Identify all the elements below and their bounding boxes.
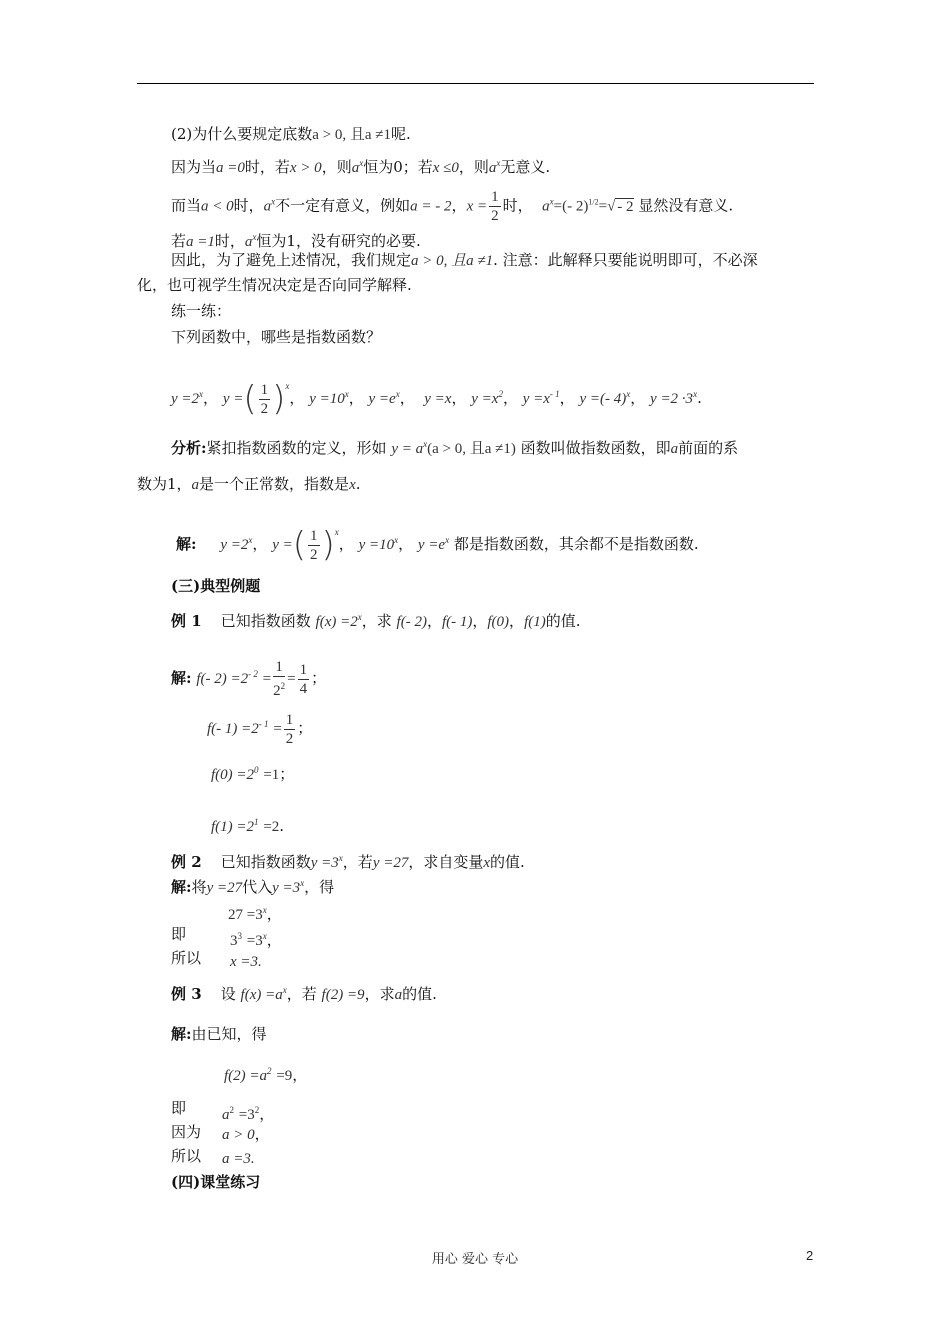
example-3-eq-2-label: 即 <box>171 1099 187 1117</box>
header-rule <box>137 83 814 84</box>
example-3-eq-3-label: 因为 <box>171 1123 202 1141</box>
example-2-eq-1: $27 =3^x$， <box>228 905 282 923</box>
example-3-eq-4-label: 所以 <box>171 1147 202 1165</box>
example-3-eq-4: a =3. <box>222 1151 255 1167</box>
example-3-eq-2: $a^2 =3^2$， <box>222 1105 275 1123</box>
example-3-eq-1: $f(2) =a^2 =9$， <box>224 1066 308 1084</box>
question-2: (2)为什么要规定底数a > 0, 且a ≠1呢. <box>171 125 411 143</box>
solution-1-row-3: $f(0) =2^0 =1$； <box>211 765 295 783</box>
example-2-eq-2-label: 即 <box>171 925 187 943</box>
practice-question: 下列函数中，哪些是指数函数？ <box>171 328 382 346</box>
page-footer: 用心 爱心 专心 <box>431 1252 519 1267</box>
reason-line-3: 若a =1时，$a^x$恒为1，没有研究的必要. <box>171 232 421 250</box>
analysis: 分析:紧扣指数函数的定义，形如 $y = a^x(a > 0$, 且a ≠1) 函数叫做指数函数，即a前面的系 <box>171 439 739 457</box>
example-2-eq-2: $3^3 =3^x$， <box>230 931 282 949</box>
section-typical-examples: (三)典型例题 <box>171 577 261 595</box>
solution-1-row-2: f(- $1) =2^{- 1}$ = $\frac{1}{2}$ ； <box>207 711 313 747</box>
example-2: 例 2 已知指数函数$y =3^x$，若y =27，求自变量x的值. <box>171 853 525 871</box>
solution-1-row-4: $f(1) =2^1 =2$. <box>211 817 285 835</box>
section-class-practice: (四)课堂练习 <box>171 1173 261 1191</box>
answer-1: 解: $y =2^x$， y =( $\frac{1}{2}$ )$^x$， $y =10^x$， $y =e^x$ 都是指数函数，其余都不是指数函数. <box>176 525 699 565</box>
conclusion-line-2: 化，也可视学生情况决定是否向同学解释. <box>137 276 412 294</box>
example-1: 例 1 已知指数函数 $f(x) =2^x$，求 f(- 2)，f(- 1)，f(0)，f(1)的值. <box>171 612 581 630</box>
example-3-solution: 解:由已知，得 <box>171 1025 267 1043</box>
fraction: $\frac{1}{2}$ <box>491 189 499 224</box>
reason-line-2: 而当a < 0时，$a^x$不一定有意义，例如a = - 2，x = $\frac{1}{2}$ 时， $a^x=(-$ 2)$^{1/2}$=√ - 2 显然没有意义. <box>171 189 734 224</box>
page-number: 2 <box>806 1248 814 1263</box>
example-3-eq-3: a > 0， <box>222 1125 270 1143</box>
reason-line-1: 因为当a =0时，若x > 0，则$a^x$恒为0；若x ≤0，则$a^x$无意义. <box>171 158 551 176</box>
sqrt-symbol: √ <box>607 198 616 215</box>
example-2-solution: 解:将y =27代入$y =3^x$，得 <box>171 878 335 896</box>
example-2-eq-3-label: 所以 <box>171 949 202 967</box>
solution-1-row-1: 解: f(- $2) =2^{- 2}$ = $\frac{1}{2^2}$ = $\frac{1}{4}$ ； <box>171 659 327 699</box>
analysis-line-2: 数为1，a是一个正常数，指数是x. <box>137 475 361 493</box>
function-list: $y =2^x$， y =( $\frac{1}{2}$ )$^x$， $y =10^x$， $y =e^x$， y =x， $y =x^2$， $y =x^{- 1}$， y =(- 4)$^x$， $y =2 \cdot 3^x$. <box>171 379 702 419</box>
example-3: 例 3 设 $f(x) =a^x$，若 f(2) =9，求a的值. <box>171 985 437 1003</box>
conclusion-line: 因此，为了避免上述情况，我们规定a > 0, 且a ≠1. 注意：此解释只要能说明即可，不必深 <box>171 251 758 269</box>
example-2-eq-3: x =3. <box>230 954 262 970</box>
practice-heading: 练一练： <box>171 302 232 320</box>
